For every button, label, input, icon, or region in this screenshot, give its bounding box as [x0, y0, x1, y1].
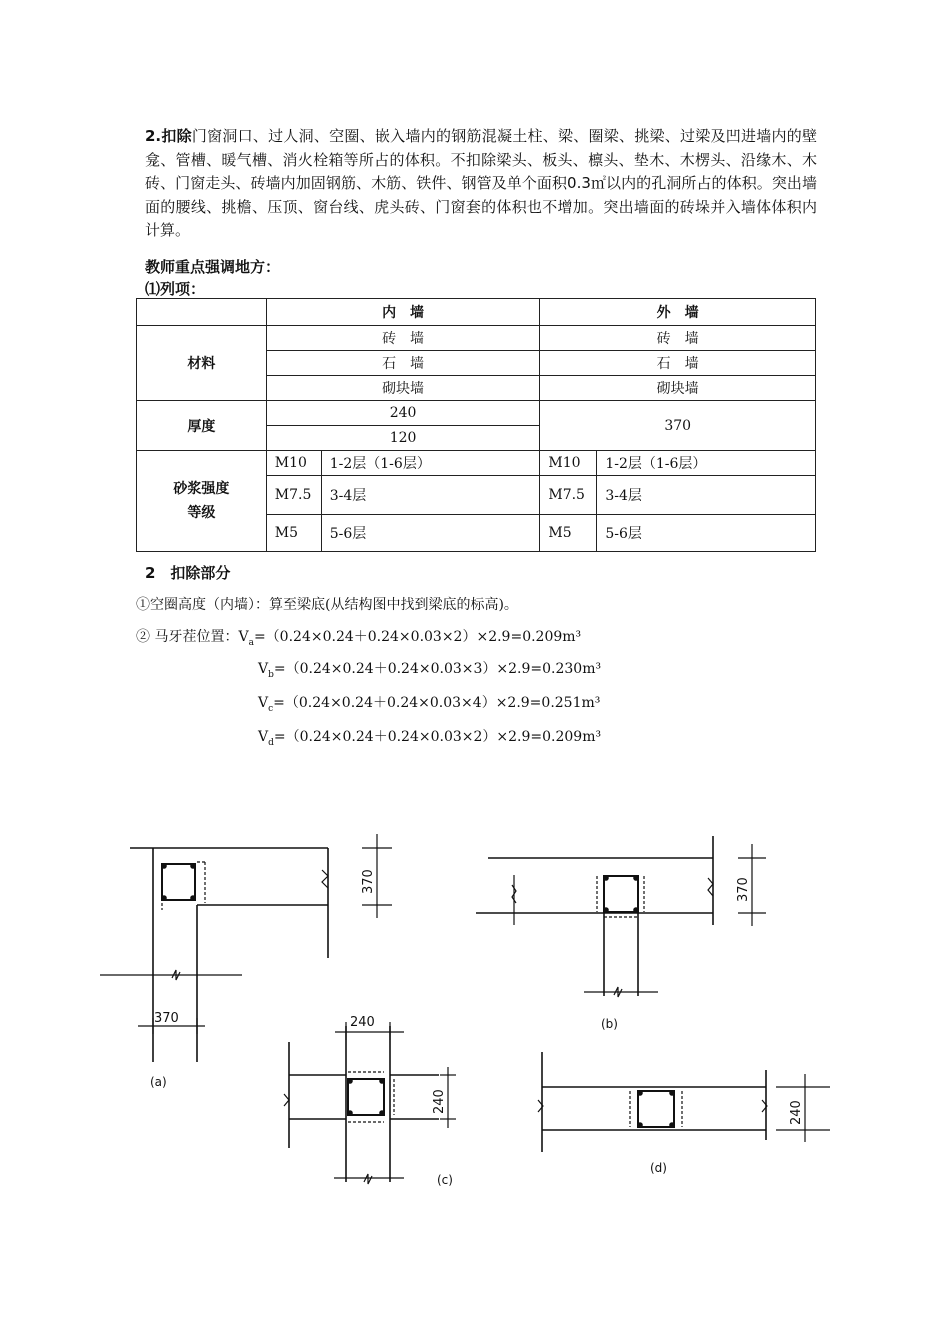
formula-b: $V_b=(0.24\times 0.24+0.24\times 0.03\times 3)\times 2.9=0.230m^3$	[258, 661, 602, 680]
header-outer-wall: 外 墙	[540, 299, 816, 326]
item-ring-beam-height: ①空圈高度（内墙）：算至梁底(从结构图中找到梁底的标高)。	[136, 597, 518, 613]
fig-a-caption: (a)	[150, 1075, 167, 1089]
inner-mortar-floors: 5-6层	[321, 515, 540, 552]
fig-d-dim-right: 240	[789, 1100, 804, 1125]
mortar-label-line1: 砂浆强度	[173, 481, 230, 497]
formula-c: $V_c=(0.24\times 0.24+0.24\times 0.03\times 4)\times 2.9=0.251m^3$	[258, 695, 601, 714]
figure-d	[538, 1052, 830, 1152]
inner-mortar-floors: 1-2层（1-6层）	[321, 451, 540, 476]
outer-material-cell: 砖 墙	[540, 326, 816, 351]
thickness-label: 厚度	[137, 401, 267, 451]
figure-c	[284, 1022, 456, 1184]
outer-mortar-floors: 5-6层	[597, 515, 816, 552]
inner-thickness-cell: 120	[266, 426, 540, 451]
emphasis-heading: 教师重点强调地方：	[145, 258, 281, 276]
paragraph-lead: 2.扣除	[145, 127, 192, 145]
inner-mortar-floors: 3-4层	[321, 476, 540, 515]
inner-thickness-cell: 240	[266, 401, 540, 426]
inner-material-cell: 砖 墙	[266, 326, 540, 351]
fig-b-caption: (b)	[601, 1017, 618, 1031]
outer-mortar-grade: M10	[540, 451, 597, 476]
inner-material-cell: 石 墙	[266, 351, 540, 376]
fig-c-dim-right: 240	[432, 1089, 447, 1114]
outer-mortar-grade: M5	[540, 515, 597, 552]
section2-heading: 2 扣除部分	[145, 564, 231, 582]
list-heading: ⑴列项：	[145, 280, 206, 298]
figure-a	[100, 834, 392, 1062]
outer-thickness-cell: 370	[540, 401, 816, 451]
fig-a-dim-bottom: 370	[154, 1011, 179, 1026]
fig-c-caption: (c)	[437, 1173, 453, 1187]
material-label: 材料	[137, 326, 267, 401]
outer-material-cell: 砌块墙	[540, 376, 816, 401]
mortar-label-line2: 等级	[187, 505, 216, 521]
figure-b	[476, 836, 766, 997]
inner-mortar-grade: M7.5	[266, 476, 321, 515]
formula-a: $V_a=(0.24\times 0.24+0.24\times 0.03\times 2)\times 2.9=0.209m^3$	[238, 629, 582, 648]
formula-d: $V_d=(0.24\times 0.24+0.24\times 0.03\times 2)\times 2.9=0.209m^3$	[258, 729, 602, 748]
item-tooth-prefix: ② 马牙茬位置：	[136, 629, 239, 645]
inner-mortar-grade: M5	[266, 515, 321, 552]
paragraph-body: 门窗洞口、过人洞、空圈、嵌入墙内的钢筋混凝土柱、梁、圈梁、挑梁、过梁及凹进墙内的壁龛、管槽、暖气槽、消火栓箱等所占的体积。不扣除梁头、板头、檩头、垫木、木楞头、沿缘木、木砖、门窗走头、砖墙内加固钢筋、木筋、铁件、钢管及单个面积0.3㎡以内的孔洞所占的体积。突出墙面的腰线、挑檐、压顶、窗台线、虎头砖、门窗套的体积也不增加。突出墙面的砖垛并入墙体体积内计算。	[145, 127, 817, 239]
outer-mortar-floors: 3-4层	[597, 476, 816, 515]
fig-d-caption: (d)	[650, 1161, 667, 1175]
fig-c-dim-top: 240	[350, 1015, 375, 1030]
header-inner-wall: 内 墙	[266, 299, 540, 326]
outer-mortar-grade: M7.5	[540, 476, 597, 515]
inner-material-cell: 砌块墙	[266, 376, 540, 401]
outer-material-cell: 石 墙	[540, 351, 816, 376]
inner-mortar-grade: M10	[266, 451, 321, 476]
fig-a-dim-right: 370	[361, 869, 376, 894]
fig-b-dim-right: 370	[736, 877, 751, 902]
outer-mortar-floors: 1-2层（1-6层）	[597, 451, 816, 476]
